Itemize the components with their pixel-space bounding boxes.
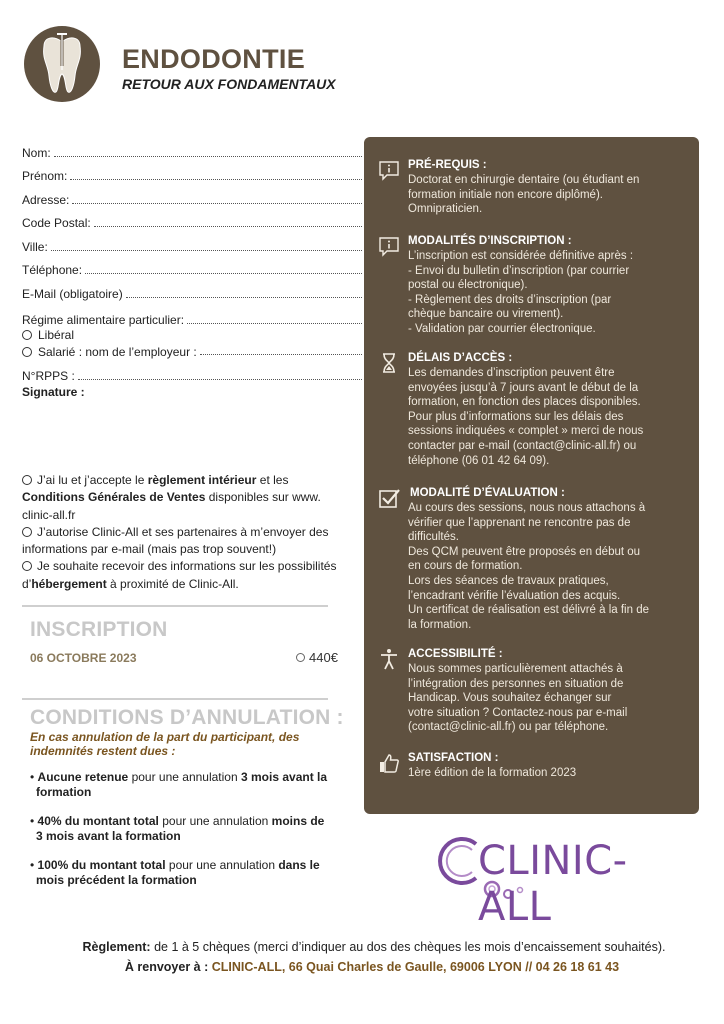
section-title: MODALITÉ D’ÉVALUATION : [410, 487, 565, 499]
field-label: E-Mail (obligatoire) [22, 286, 123, 301]
footer-renvoyer: À renvoyer à : CLINIC-ALL, 66 Quai Charles de Gaulle, 69006 LYON // 04 26 18 61 43 [124, 960, 620, 974]
section-title: DÉLAIS D’ACCÈS : [408, 352, 513, 364]
field-rpps[interactable] [22, 361, 362, 383]
divider [22, 605, 328, 607]
section-body: 1ère édition de la formation 2023 [408, 767, 577, 779]
list-item: • Aucune retenue pour une annulation 3 mois avant la formation [30, 770, 328, 799]
accessibility-icon [378, 648, 400, 670]
tooth-icon [24, 26, 100, 102]
option-salarie[interactable] [22, 344, 362, 361]
radio-icon[interactable] [22, 475, 32, 485]
field-prenom[interactable] [22, 160, 362, 184]
info-icon [378, 159, 400, 181]
section-body: Au cours des sessions, nous nous attachons à vérifier que l’apprenant ne rencontre pas de difficultés. Des QCM peuvent être proposés en début ou en cours de formation. Lors des séances de travaux pratiques, l’encadrant vérifie l’évaluation des acquis. Un certificat de réalisation est délivré à la fin de la formation. [408, 502, 649, 631]
tooth-logo [24, 26, 100, 102]
thumbs-up-icon [378, 752, 400, 774]
inscription-title: INSCRIPTION [30, 618, 168, 641]
field-label: Adresse: [22, 192, 70, 207]
list-item: • 40% du montant total pour une annulation moins de 3 mois avant la formation [30, 814, 325, 843]
conditions-list [30, 770, 330, 902]
section-body: Doctorat en chirurgie dentaire (ou étudiant en formation initiale non encore diplômé). Omnipraticien. [408, 174, 640, 216]
consent-block [22, 472, 352, 593]
brand-name: CLINIC-ALL [478, 838, 628, 930]
field-label: Prénom: [22, 169, 68, 183]
section-body: L’inscription est considérée définitive après : - Envoi du bulletin d’inscription (par courrier postal ou électronique). - Règlement des droits d’inscription (par chèque bancaire ou virement). - Validation par courrier électronique. [408, 250, 634, 335]
section-title: SATISFACTION : [408, 752, 499, 764]
field-email[interactable] [22, 277, 362, 301]
conditions-intro: En cas annulation de la part du participant, des indemnités restent dues : [30, 730, 300, 758]
consent-conditions[interactable]: J’ai lu et j’accepte le règlement intérieur et les Conditions Générales de Ventes disponibles sur www. clinic-all.fr [22, 473, 321, 522]
inscription-price: 440€ [309, 650, 338, 665]
section-body: Les demandes d’inscription peuvent être envoyées jusqu’à 7 jours avant le début de la formation, en fonction des places disponibles. Pour plus d’informations sur les délais des sessions indiquées « complet » merci de nous contacter par e-mail (contact@clinic-all.fr) ou téléphone (06 01 42 64 09). [408, 367, 644, 467]
page-subtitle: RETOUR AUX FONDAMENTAUX [122, 76, 336, 92]
option-label: Salarié : nom de l’employeur : [38, 345, 197, 359]
inscription-date: 06 OCTOBRE 2023 [30, 651, 137, 665]
option-liberal[interactable] [22, 327, 362, 344]
inscription-price-option[interactable] [296, 650, 338, 665]
radio-icon[interactable] [22, 527, 32, 537]
section-title: MODALITÉS D’INSCRIPTION : [408, 235, 572, 247]
hourglass-icon [378, 352, 400, 374]
checkbox-checked-icon [378, 487, 400, 509]
field-label: N°RPPS : [22, 368, 75, 383]
radio-icon[interactable] [296, 653, 305, 662]
radio-icon[interactable] [22, 330, 32, 340]
field-label: Téléphone: [22, 263, 83, 277]
conditions-title: CONDITIONS D’ANNULATION : [30, 706, 344, 729]
field-regime[interactable] [22, 307, 362, 327]
consent-emails[interactable]: J’autorise Clinic-All et ses partenaires à m’envoyer des informations par e-mail (mais pas trop souvent!) [22, 524, 329, 557]
info-icon [378, 235, 400, 257]
section-title: PRÉ-REQUIS : [408, 159, 487, 171]
page-title: ENDODONTIE [122, 44, 306, 74]
section-title: ACCESSIBILITÉ : [408, 648, 503, 660]
field-nom[interactable] [22, 136, 362, 160]
signature-label: Signature : [22, 384, 85, 399]
field-ville[interactable] [22, 230, 362, 254]
field-label: Code Postal: [22, 216, 91, 230]
consent-hebergement[interactable]: Je souhaite recevoir des informations sur les possibilités d’hébergement à proximité de Clinic-All. [22, 559, 337, 591]
option-label: Libéral [38, 328, 75, 342]
info-panel [364, 137, 699, 814]
field-telephone[interactable] [22, 254, 362, 278]
clinic-all-logo [438, 832, 678, 930]
list-item: • 100% du montant total pour une annulation dans le mois précédent la formation [30, 858, 320, 887]
registration-form [22, 136, 362, 399]
field-adresse[interactable] [22, 183, 362, 207]
field-label: Régime alimentaire particulier: [22, 312, 185, 327]
section-body: Nous sommes particulièrement attachés à l’intégration des personnes en situation de Handicap. Vous souhaitez échanger sur votre situation ? Contactez-nous par e-mail (contact@clinic-all.fr) ou par téléphone. [408, 663, 628, 734]
field-code-postal[interactable] [22, 207, 362, 231]
field-label: Nom: [22, 145, 51, 160]
divider [22, 698, 328, 700]
radio-icon[interactable] [22, 347, 32, 357]
footer-reglement: Règlement: de 1 à 5 chèques (merci d’indiquer au dos des chèques les mois d’encaissement souhaités). [82, 940, 666, 954]
field-label: Ville: [22, 239, 48, 254]
radio-icon[interactable] [22, 561, 32, 571]
